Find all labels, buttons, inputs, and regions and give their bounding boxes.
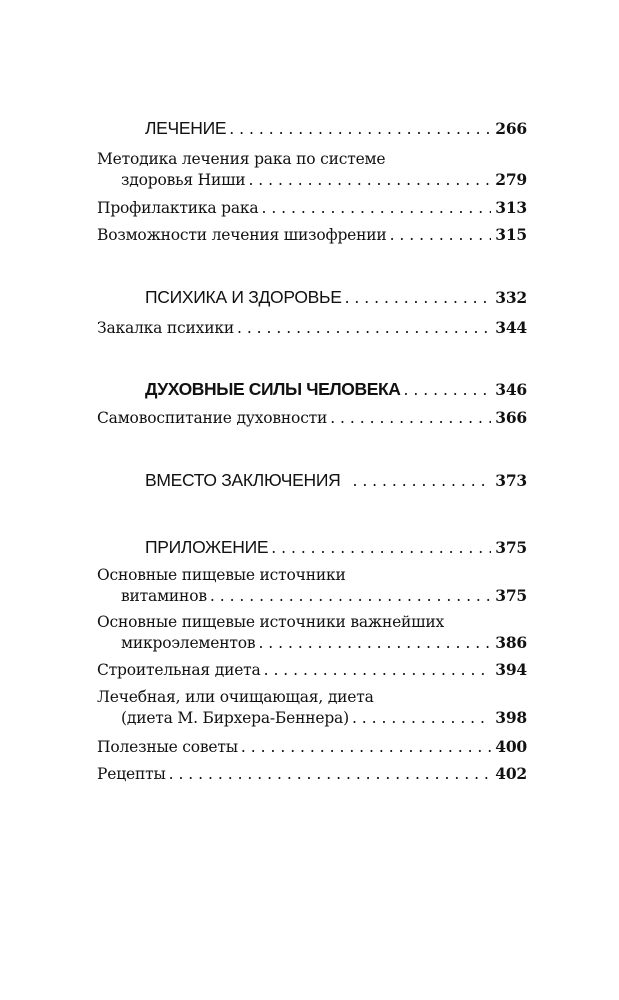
toc-page-number: 400 [495, 737, 527, 756]
toc-section-title: ВМЕСТО ЗАКЛЮЧЕНИЯ [145, 470, 341, 490]
toc-section-treatment[interactable] [97, 118, 527, 139]
toc-section-appendix[interactable] [97, 537, 527, 558]
toc-entry-title: Основные пищевые источники [97, 566, 346, 584]
toc-entry[interactable] [97, 613, 527, 631]
toc-entry-title: Строительная диета [97, 661, 261, 679]
toc-page-number: 315 [495, 225, 527, 244]
dot-leader [229, 120, 491, 138]
toc-page-number: 375 [495, 586, 527, 605]
toc-page-number: 375 [495, 538, 527, 557]
toc-section-title: ЛЕЧЕНИЕ [145, 118, 227, 138]
toc-entry[interactable] [97, 633, 527, 652]
dot-leader [264, 661, 492, 679]
dot-leader [169, 765, 492, 783]
toc-entry-title: Самовоспитание духовности [97, 409, 328, 427]
dot-leader [352, 709, 491, 727]
toc-section-title: ПСИХИКА И ЗДОРОВЬЕ [145, 287, 342, 307]
dot-leader [345, 289, 492, 307]
dot-leader [330, 409, 491, 427]
toc-entry-title: здоровья Ниши [121, 171, 246, 189]
toc-entry[interactable] [97, 737, 527, 756]
toc-page-number: 366 [495, 408, 527, 427]
toc-entry[interactable] [97, 170, 527, 189]
toc-entry[interactable] [97, 566, 527, 584]
toc-entry-title: Лечебная, или очищающая, диета [97, 688, 374, 706]
toc-entry[interactable] [97, 586, 527, 605]
toc-section-instead-of-conclusion[interactable] [97, 470, 527, 491]
toc-entry-title: Возможности лечения шизофрении [97, 226, 387, 244]
toc-entry[interactable] [97, 764, 527, 783]
toc-entry[interactable] [97, 318, 527, 337]
toc-page-number: 332 [495, 288, 527, 307]
dot-leader [258, 634, 491, 652]
dot-leader [352, 472, 491, 490]
dot-leader [248, 171, 491, 189]
toc-page-number: 373 [495, 471, 527, 490]
toc-section-psyche-and-health[interactable] [97, 287, 527, 308]
toc-page-number: 279 [495, 170, 527, 189]
toc-section-title: ПРИЛОЖЕНИЕ [145, 537, 269, 557]
toc-entry-title: Основные пищевые источники важнейших [97, 613, 445, 631]
toc-entry[interactable] [97, 660, 527, 679]
toc-page-number: 344 [495, 318, 527, 337]
toc-entry[interactable] [97, 198, 527, 217]
toc-entry-title: витаминов [121, 587, 207, 605]
toc-entry[interactable] [97, 150, 527, 168]
toc-entry-title: Рецепты [97, 765, 166, 783]
toc-entry-title: микроэлементов [121, 634, 256, 652]
toc-entry-title: (диета М. Бирхера-Беннера) [121, 709, 349, 727]
dot-leader [210, 587, 491, 605]
toc-entry-title: Методика лечения рака по системе [97, 150, 386, 168]
dot-leader [241, 738, 491, 756]
toc-entry[interactable] [97, 708, 527, 727]
dot-leader [404, 381, 492, 399]
toc-section-spiritual-forces[interactable] [97, 379, 527, 400]
dot-leader [261, 199, 491, 217]
toc-page-number: 386 [495, 633, 527, 652]
toc-page-number: 313 [495, 198, 527, 217]
toc-section-title: ДУХОВНЫЕ СИЛЫ ЧЕЛОВЕКА [145, 379, 401, 399]
toc-entry[interactable] [97, 408, 527, 427]
toc-page-number: 402 [495, 764, 527, 783]
toc-entry[interactable] [97, 225, 527, 244]
dot-leader [390, 226, 492, 244]
toc-page-number: 394 [495, 660, 527, 679]
dot-leader [237, 319, 491, 337]
toc-entry-title: Закалка психики [97, 319, 234, 337]
toc-entry-title: Полезные советы [97, 738, 238, 756]
toc-page-number: 346 [495, 380, 527, 399]
toc-page-number: 398 [495, 708, 527, 727]
toc-entry[interactable] [97, 688, 527, 706]
dot-leader [271, 539, 491, 557]
toc-page-number: 266 [495, 119, 527, 138]
toc-entry-title: Профилактика рака [97, 199, 259, 217]
table-of-contents [97, 0, 527, 1000]
